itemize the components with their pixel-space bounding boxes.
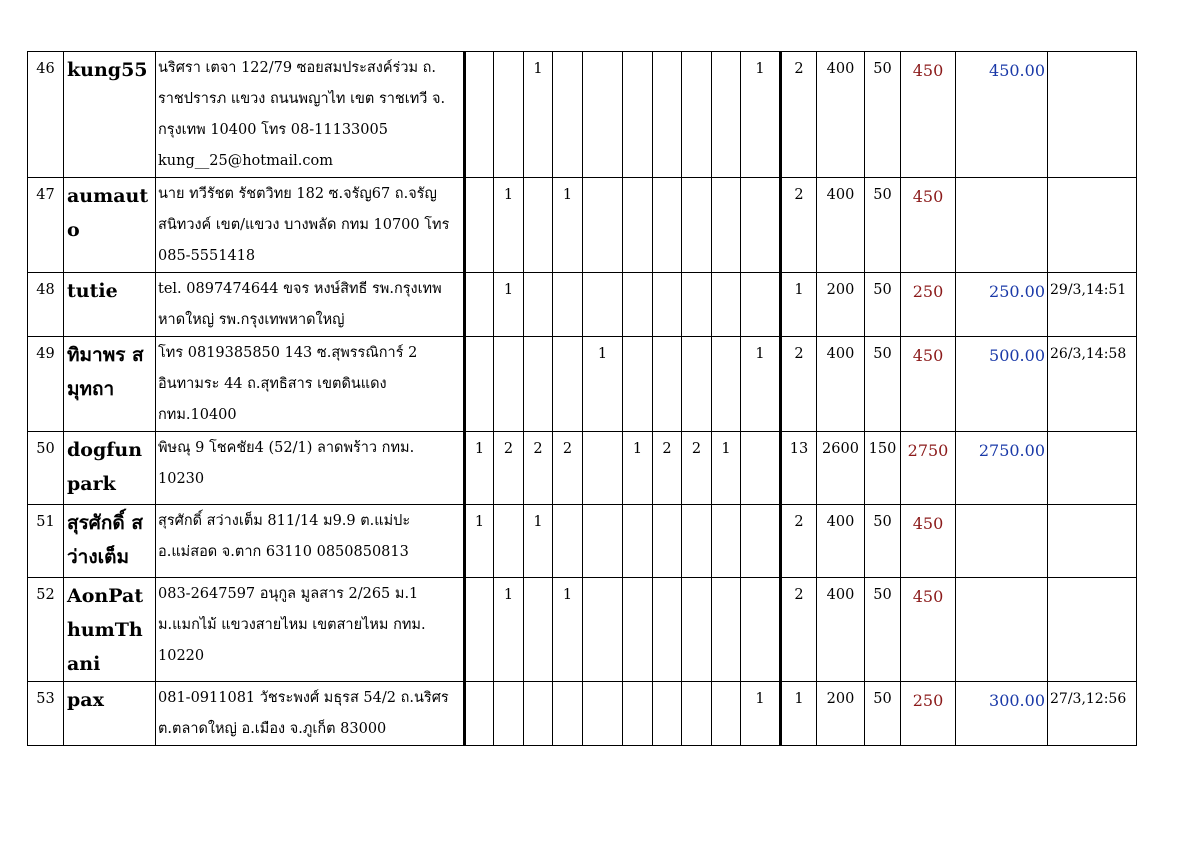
total-amount: 2750 [901, 432, 956, 505]
shipping-address: 081-0911081 วัชระพงศ์ มธุรส 54/2 ถ.นริศร ต.ตลาดใหญ่ อ.เมือง จ.ภูเก็ต 83000 [156, 682, 465, 746]
quantity-cell [553, 337, 583, 432]
quantity-cell [712, 178, 741, 273]
item-count: 1 [781, 273, 817, 337]
quantity-cell [741, 178, 781, 273]
shipping-fee: 50 [865, 337, 901, 432]
customer-name: pax [64, 682, 156, 746]
quantity-cell [583, 178, 623, 273]
quantity-cell: 1 [553, 578, 583, 682]
total-amount: 450 [901, 178, 956, 273]
quantity-cell [583, 578, 623, 682]
quantity-cell [712, 52, 741, 178]
quantity-cell [465, 337, 494, 432]
quantity-cell [682, 52, 712, 178]
row-number: 47 [28, 178, 64, 273]
quantity-cell: 1 [524, 52, 553, 178]
quantity-cell [682, 178, 712, 273]
payment-date [1048, 432, 1137, 505]
subtotal: 400 [817, 337, 865, 432]
table-row [28, 505, 1137, 578]
quantity-cell [465, 178, 494, 273]
order-table [27, 51, 1137, 746]
item-count: 2 [781, 337, 817, 432]
quantity-cell [465, 578, 494, 682]
quantity-cell [741, 432, 781, 505]
paid-amount: 450.00 [956, 52, 1048, 178]
shipping-address: นริศรา เตจา 122/79 ซอยสมประสงค์ร่วม ถ. ราชปรารภ แขวง ถนนพญาไท เขต ราชเทวี จ. กรุงเทพ 10400 โทร 08-11133005 kung__25@hotmail.com [156, 52, 465, 178]
subtotal: 2600 [817, 432, 865, 505]
shipping-fee: 50 [865, 178, 901, 273]
paid-amount [956, 505, 1048, 578]
quantity-cell [653, 505, 682, 578]
customer-name: dogfunpark [64, 432, 156, 505]
quantity-cell [623, 682, 653, 746]
paid-amount: 300.00 [956, 682, 1048, 746]
quantity-cell [583, 682, 623, 746]
row-number: 53 [28, 682, 64, 746]
quantity-cell [524, 178, 553, 273]
quantity-cell [653, 337, 682, 432]
quantity-cell [653, 52, 682, 178]
shipping-fee: 150 [865, 432, 901, 505]
quantity-cell [623, 578, 653, 682]
paid-amount [956, 578, 1048, 682]
table-row [28, 432, 1137, 505]
order-table-body [28, 52, 1137, 746]
shipping-address: พิษณุ 9 โชคชัย4 (52/1) ลาดพร้าว กทม. 10230 [156, 432, 465, 505]
quantity-cell [494, 505, 524, 578]
customer-name: ทิมาพร สมุทถา [64, 337, 156, 432]
row-number: 51 [28, 505, 64, 578]
customer-name: สุรศักดิ์ สว่างเต็ม [64, 505, 156, 578]
quantity-cell [741, 578, 781, 682]
total-amount: 450 [901, 52, 956, 178]
quantity-cell [553, 273, 583, 337]
quantity-cell: 1 [494, 578, 524, 682]
quantity-cell [682, 505, 712, 578]
quantity-cell [465, 273, 494, 337]
quantity-cell [524, 273, 553, 337]
quantity-cell [494, 682, 524, 746]
total-amount: 250 [901, 682, 956, 746]
shipping-fee: 50 [865, 682, 901, 746]
quantity-cell [682, 337, 712, 432]
quantity-cell [583, 432, 623, 505]
quantity-cell [524, 337, 553, 432]
payment-date: 29/3,14:51 [1048, 273, 1137, 337]
shipping-address: นาย ทวีรัชต รัชตวิทย 182 ซ.จรัญ67 ถ.จรัญสนิทวงค์ เขต/แขวง บางพลัด กทม 10700 โทร 085-5551418 [156, 178, 465, 273]
quantity-cell [583, 273, 623, 337]
quantity-cell [494, 337, 524, 432]
quantity-cell: 1 [623, 432, 653, 505]
paid-amount: 2750.00 [956, 432, 1048, 505]
payment-date: 26/3,14:58 [1048, 337, 1137, 432]
quantity-cell [623, 337, 653, 432]
quantity-cell [653, 682, 682, 746]
customer-name: kung55 [64, 52, 156, 178]
total-amount: 250 [901, 273, 956, 337]
quantity-cell [524, 682, 553, 746]
quantity-cell [553, 505, 583, 578]
row-number: 46 [28, 52, 64, 178]
shipping-address: สุรศักดิ์ สว่างเต็ม 811/14 ม9.9 ต.แม่ปะ อ.แม่สอด จ.ตาก 63110 0850850813 [156, 505, 465, 578]
item-count: 1 [781, 682, 817, 746]
quantity-cell [583, 52, 623, 178]
customer-name: aumauto [64, 178, 156, 273]
quantity-cell [712, 578, 741, 682]
quantity-cell: 1 [553, 178, 583, 273]
quantity-cell [494, 52, 524, 178]
payment-date: 27/3,12:56 [1048, 682, 1137, 746]
quantity-cell [712, 505, 741, 578]
item-count: 2 [781, 178, 817, 273]
quantity-cell [553, 682, 583, 746]
quantity-cell: 1 [741, 52, 781, 178]
shipping-fee: 50 [865, 578, 901, 682]
payment-date [1048, 505, 1137, 578]
table-row [28, 273, 1137, 337]
subtotal: 200 [817, 273, 865, 337]
quantity-cell [682, 273, 712, 337]
quantity-cell: 1 [741, 682, 781, 746]
table-row [28, 52, 1137, 178]
quantity-cell: 1 [741, 337, 781, 432]
subtotal: 200 [817, 682, 865, 746]
table-row [28, 682, 1137, 746]
quantity-cell: 1 [524, 505, 553, 578]
item-count: 2 [781, 52, 817, 178]
quantity-cell: 1 [494, 273, 524, 337]
subtotal: 400 [817, 52, 865, 178]
row-number: 48 [28, 273, 64, 337]
item-count: 13 [781, 432, 817, 505]
shipping-fee: 50 [865, 505, 901, 578]
quantity-cell [524, 578, 553, 682]
quantity-cell [623, 178, 653, 273]
shipping-address: โทร 0819385850 143 ซ.สุพรรณิการ์ 2 อินทามระ 44 ถ.สุทธิสาร เขตดินแดง กทม.10400 [156, 337, 465, 432]
quantity-cell [553, 52, 583, 178]
row-number: 50 [28, 432, 64, 505]
quantity-cell [623, 273, 653, 337]
payment-date [1048, 178, 1137, 273]
quantity-cell [653, 578, 682, 682]
payment-date [1048, 52, 1137, 178]
quantity-cell: 2 [553, 432, 583, 505]
quantity-cell [741, 505, 781, 578]
item-count: 2 [781, 505, 817, 578]
quantity-cell [712, 682, 741, 746]
quantity-cell [623, 505, 653, 578]
quantity-cell [712, 337, 741, 432]
subtotal: 400 [817, 178, 865, 273]
quantity-cell [465, 682, 494, 746]
table-row [28, 337, 1137, 432]
paid-amount: 500.00 [956, 337, 1048, 432]
quantity-cell: 1 [465, 505, 494, 578]
shipping-address: 083-2647597 อนุกูล มูลสาร 2/265 ม.1 ม.แมกไม้ แขวงสายไหม เขตสายไหม กทม. 10220 [156, 578, 465, 682]
table-row [28, 578, 1137, 682]
customer-name: tutie [64, 273, 156, 337]
quantity-cell [583, 505, 623, 578]
quantity-cell [465, 52, 494, 178]
quantity-cell: 1 [712, 432, 741, 505]
paid-amount: 250.00 [956, 273, 1048, 337]
subtotal: 400 [817, 578, 865, 682]
shipping-fee: 50 [865, 52, 901, 178]
quantity-cell: 1 [583, 337, 623, 432]
row-number: 52 [28, 578, 64, 682]
table-row [28, 178, 1137, 273]
quantity-cell: 1 [465, 432, 494, 505]
subtotal: 400 [817, 505, 865, 578]
payment-date [1048, 578, 1137, 682]
quantity-cell [653, 273, 682, 337]
quantity-cell [653, 178, 682, 273]
quantity-cell [712, 273, 741, 337]
quantity-cell [741, 273, 781, 337]
quantity-cell: 2 [494, 432, 524, 505]
total-amount: 450 [901, 337, 956, 432]
quantity-cell: 2 [524, 432, 553, 505]
quantity-cell: 1 [494, 178, 524, 273]
item-count: 2 [781, 578, 817, 682]
paid-amount [956, 178, 1048, 273]
shipping-fee: 50 [865, 273, 901, 337]
quantity-cell: 2 [653, 432, 682, 505]
quantity-cell [623, 52, 653, 178]
customer-name: AonPathumThani [64, 578, 156, 682]
total-amount: 450 [901, 505, 956, 578]
quantity-cell [682, 578, 712, 682]
total-amount: 450 [901, 578, 956, 682]
quantity-cell: 2 [682, 432, 712, 505]
quantity-cell [682, 682, 712, 746]
shipping-address: tel. 0897474644 ขจร หงษ์สิทธี รพ.กรุงเทพหาดใหญ่ รพ.กรุงเทพหาดใหญ่ [156, 273, 465, 337]
row-number: 49 [28, 337, 64, 432]
